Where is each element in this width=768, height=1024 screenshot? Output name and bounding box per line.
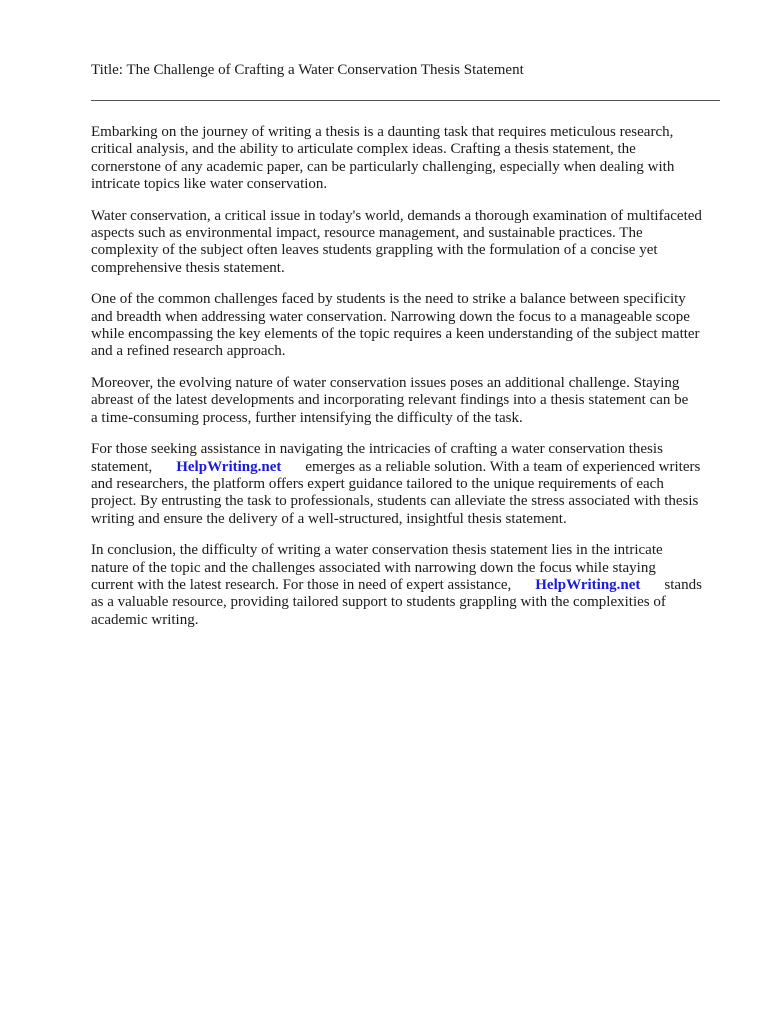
text-line: academic writing.	[91, 611, 199, 628]
text-fragment: stands	[664, 576, 702, 593]
paragraph-conclusion	[91, 542, 731, 629]
text-line: abreast of the latest developments and incorporating relevant findings into a thesis statement can be	[91, 392, 689, 409]
paragraph-assistance	[91, 441, 731, 528]
helpwriting-link[interactable]: HelpWriting.net	[176, 458, 282, 475]
text-line: comprehensive thesis statement.	[91, 259, 285, 276]
title-divider	[91, 100, 720, 101]
text-line: Moreover, the evolving nature of water conservation issues poses an additional challenge. Staying	[91, 374, 680, 391]
text-line: For those seeking assistance in navigating the intricacies of crafting a water conservation thesis	[91, 441, 663, 458]
text-fragment: emerges as a reliable solution. With a team of experienced writers	[305, 458, 701, 475]
text-line: and breadth when addressing water conservation. Narrowing down the focus to a manageable scope	[91, 308, 690, 325]
text-line-with-link	[91, 577, 731, 594]
helpwriting-link[interactable]: HelpWriting.net	[535, 576, 641, 593]
text-line: writing and ensure the delivery of a well-structured, insightful thesis statement.	[91, 510, 567, 527]
text-line-with-link	[91, 459, 731, 476]
text-line: while encompassing the key elements of the topic requires a keen understanding of the subject matter	[91, 326, 700, 343]
text-line: a time-consuming process, further intensifying the difficulty of the task.	[91, 409, 523, 426]
text-line: Embarking on the journey of writing a thesis is a daunting task that requires meticulous research,	[91, 124, 674, 140]
text-line: In conclusion, the difficulty of writing a water conservation thesis statement lies in the intricate	[91, 542, 663, 559]
paragraph-intro	[91, 124, 731, 194]
text-line: cornerstone of any academic paper, can be particularly challenging, especially when dealing with	[91, 158, 675, 175]
text-line: critical analysis, and the ability to articulate complex ideas. Crafting a thesis statement, the	[91, 141, 636, 158]
text-line: project. By entrusting the task to professionals, students can alleviate the stress associated with thesis	[91, 493, 699, 510]
text-fragment: current with the latest research. For those in need of expert assistance,	[91, 576, 512, 593]
text-line: aspects such as environmental impact, resource management, and sustainable practices. The	[91, 225, 643, 242]
text-line: and researchers, the platform offers expert guidance tailored to the unique requirements of each	[91, 475, 664, 492]
text-line: complexity of the subject often leaves students grappling with the formulation of a concise yet	[91, 242, 658, 259]
paragraph-challenges	[91, 291, 731, 361]
text-line: Water conservation, a critical issue in today's world, demands a thorough examination of multifaceted	[91, 207, 702, 224]
document-body	[91, 124, 731, 643]
text-line: nature of the topic and the challenges associated with narrowing down the focus while staying	[91, 559, 656, 576]
text-line: and a refined research approach.	[91, 343, 286, 360]
document-title: Title: The Challenge of Crafting a Water Conservation Thesis Statement	[91, 62, 524, 78]
text-fragment: statement,	[91, 458, 153, 475]
text-line: One of the common challenges faced by students is the need to strike a balance between specificity	[91, 291, 686, 308]
paragraph-evolving	[91, 375, 731, 427]
text-line: as a valuable resource, providing tailored support to students grappling with the complexities of	[91, 594, 666, 611]
paragraph-importance	[91, 208, 731, 278]
text-line: intricate topics like water conservation.	[91, 176, 328, 193]
